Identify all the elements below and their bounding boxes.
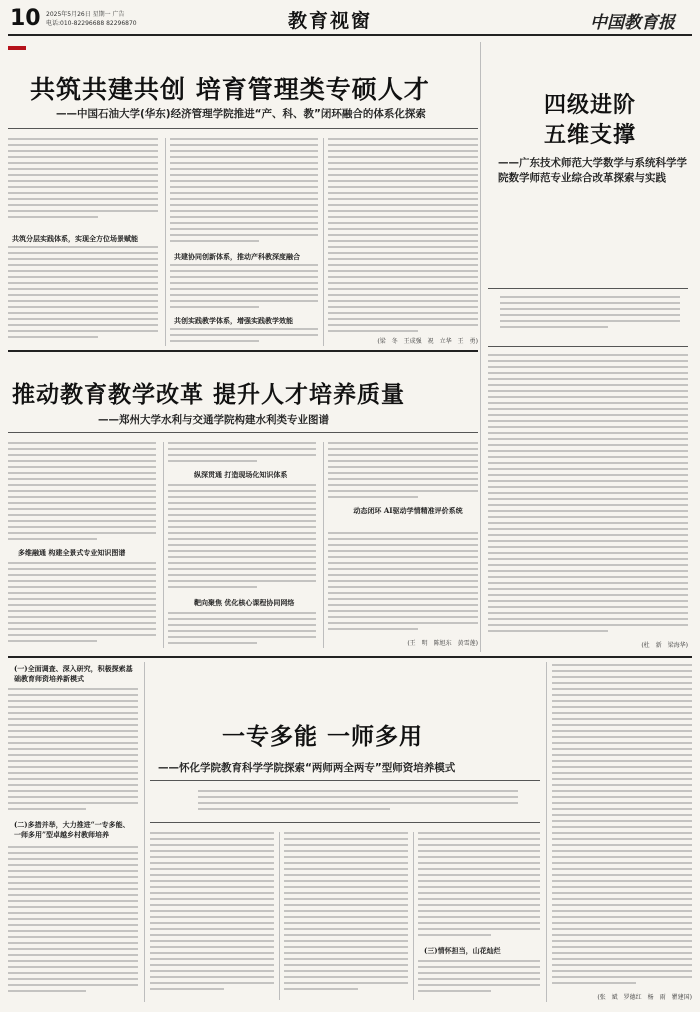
article-4-mid-col3	[418, 832, 540, 942]
header-rule	[8, 34, 692, 36]
article-1-col1-text	[8, 138, 158, 228]
article-4-subhead-2: (二)多措并举，大力推进“一专多能、一师多用”型卓越乡村教师培养	[14, 820, 130, 839]
article-4	[8, 656, 692, 1006]
article-1-subhead-2: 共建协同创新体系，推动产科教深度融合	[174, 252, 300, 261]
article-3-col3-text-2	[328, 532, 478, 636]
article-1-deck: ——中国石油大学(华东)经济管理学院推进“产、科、教”闭环融合的体系化探索	[56, 108, 426, 120]
article-4-intro	[198, 790, 518, 816]
article-2	[484, 42, 692, 652]
article-4-mid-col3-2	[418, 960, 540, 1000]
date-line: 2025年5月26日 星期一 广告	[46, 11, 125, 18]
article-2-headline-line2: 五维支撑	[544, 123, 637, 148]
section-title: 教育视窗	[288, 10, 373, 32]
article-1-col3-text	[328, 138, 478, 334]
article-4-mid-col1	[150, 832, 274, 1000]
article-1-rule	[8, 128, 478, 129]
article-3-col1-text-2	[8, 562, 156, 648]
article-4-left-text	[8, 688, 138, 816]
article-4-byline: (张 斌 罗德红 杨 雨 瞿建国)	[597, 994, 692, 1001]
article-3-subhead-1: 多维融通 构建全景式专业知识图谱	[18, 548, 126, 557]
article-4-headline: 一专多能 一师多用	[222, 724, 424, 750]
article-3-byline: (王 明 陈旭东 黄雪莲)	[407, 640, 478, 647]
article-3-col1-text	[8, 442, 156, 546]
article-3-col2-text	[168, 442, 316, 466]
article-1-col2-text	[170, 138, 318, 248]
article-1-byline: (梁 冬 王成强 祝 立华 王 勇)	[377, 338, 478, 345]
article-3-col2-text-3	[168, 612, 316, 648]
article-4-subhead-3: (三)情怀担当，山花灿烂	[424, 946, 501, 955]
article-2-deck: ——广东技术师范大学数学与系统科学学院数学师范专业综合改革探索与实践	[498, 157, 687, 184]
article-4-mid-col2	[284, 832, 408, 1000]
article-3-col2-text-2	[168, 484, 316, 594]
article-3-col3-text	[328, 442, 478, 502]
article-1-col1-text-2	[8, 246, 158, 346]
article-1-col2-text-2	[170, 264, 318, 312]
editor-line: 电话:010-82296688 82296870	[46, 20, 137, 27]
article-3-deck: ——郑州大学水利与交通学院构建水利类专业图谱	[98, 414, 329, 426]
article-1-subhead-1: 共筑分层实践体系，实现全方位场景赋能	[12, 234, 138, 243]
article-2-headline-line1: 四级进阶	[544, 93, 637, 118]
page-header	[0, 0, 700, 40]
article-4-subhead-1: (一)全面调查、深入研究，积极探索基础教育师资培养新模式	[14, 664, 133, 683]
article-2-byline: (杜 新 梁海华)	[641, 642, 688, 649]
article-3-subhead-3: 动态闭环 AI驱动学情精准评价系统	[353, 506, 463, 515]
article-3	[8, 350, 478, 650]
article-4-right-col	[552, 664, 692, 988]
page-number: 10	[10, 6, 41, 31]
article-3-subhead-4: 靶向聚焦 优化核心课程协同网络	[194, 598, 295, 607]
article-1-headline: 共筑共建共创 培育管理类专硕人才	[30, 75, 430, 104]
article-3-headline: 推动教育教学改革 提升人才培养质量	[12, 382, 406, 408]
article-2-intro	[500, 296, 680, 338]
article-1-subhead-3: 共创实践教学体系，增强实践教学效能	[174, 316, 293, 325]
masthead-logo: 中国教育报	[590, 13, 675, 33]
article-4-left-text-2	[8, 846, 138, 996]
headline-accent	[8, 46, 26, 50]
article-2-body	[488, 354, 688, 639]
article-1	[8, 42, 478, 347]
article-3-subhead-2: 纵深贯通 打造现场化知识体系	[194, 470, 288, 479]
article-1-col2-text-3	[170, 328, 318, 346]
article-4-deck: ——怀化学院教育科学学院探索“两师两全两专”型师资培养模式	[158, 762, 456, 774]
